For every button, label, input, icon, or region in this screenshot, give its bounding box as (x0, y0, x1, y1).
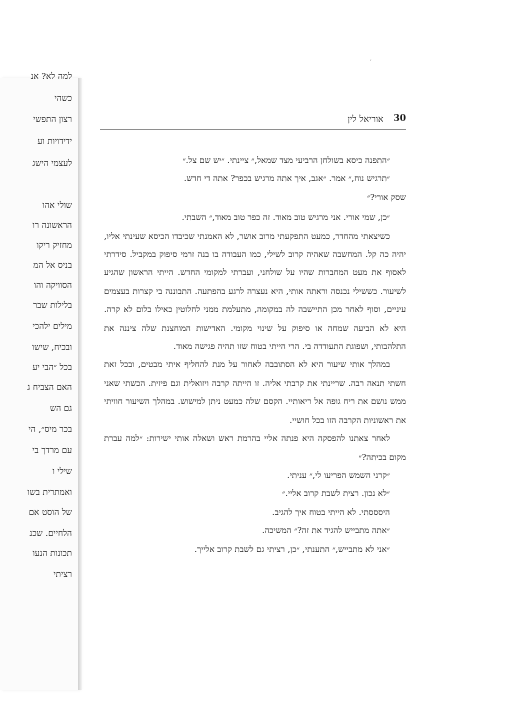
left-page-line: גם הש (50, 404, 72, 414)
left-page-line: רציתי (53, 570, 72, 580)
left-page-line: שילי ו (52, 467, 72, 477)
left-page-line: ידידויות וע (37, 137, 72, 147)
left-page-line: תכונות הנעו (32, 549, 72, 559)
left-page-line: מילים ילהכי (32, 322, 72, 332)
left-page-line: הלחיים. שכנ (29, 529, 72, 539)
left-page-line: ובכיח, שישו (32, 343, 72, 353)
book-gutter (78, 78, 82, 690)
left-page-line: הראשונה רו (32, 221, 72, 231)
paragraph: ״אתה מתבייש להגיד את זה?״ המשיכה. (261, 525, 390, 536)
running-header (300, 112, 406, 126)
paragraph: כשיצאתי מהחדר, כמעט התפקעתי מרוב אושר, לא האמנתי שכיבדו הכיסא שעינתי אליו, יהיה כה קל. המחשבה שאהיה קרוב לשילי, כמו העבודה בו בנה זרמי סיפוק במקביל. סידרתי לאסוף את מעט המחברות שהיו על שולחני, ועברתי למקומי החדש. הייתי הראשון שהגיע לשיעור. כששילי נכנסה וראתה אותי, היא נעצרה לרגע בהפתעה. התבוננה בי קצרות בעצמים עיניים, וסוף לאחר מכן התיישבה לה במקומה, מתעלמת ממני לחלוטין כאילו בלום לא קרה. היא לא הביעה שמחה או סיפוק על שינוי מקומי. האדישות המוחצנת שלה ציננה את התלהבותי, ושפוגת התעודדה בי. הרי הייתי בטוח שזו תהיה פגישה מאוד. (104, 230, 406, 352)
left-page-edge (0, 72, 79, 690)
stray-mark: ׳ (370, 58, 372, 65)
paragraph: ״אני לא מתבייש,״ התענתי, ״כן, רציתי גם לשבת קרוב אלייך. (194, 543, 390, 554)
author-name: אוריאל לין (347, 114, 384, 125)
left-page-line: הסוויקה והו (33, 281, 72, 291)
left-page-line: עם מרדך בי (32, 446, 72, 456)
paragraph: שסק אורי?״ (367, 191, 406, 202)
left-page-line: מחזיק ריקו (36, 241, 72, 251)
left-page-line: רצון התפשי (33, 115, 72, 125)
paragraph: ״לא נכון. רצית לשבת קרוב אליי.״ (282, 488, 390, 499)
left-page-line: ואמתרית בשו (27, 488, 72, 498)
left-page-line: האם הצביח ג (27, 383, 72, 393)
left-page-line: לעצמי הישג (32, 159, 72, 169)
left-page-line: שולי אהו (42, 201, 72, 211)
left-page-line: בכר מיס״, הי (28, 425, 72, 435)
paragraph: ״קרני השמש הפריעו לי,״ עניתי. (287, 469, 390, 480)
left-page-line: כשהי (54, 94, 72, 104)
left-page-line: בניס אל המ (33, 261, 72, 271)
page-number: 30 (393, 114, 406, 124)
paragraph: ״כן, שמי אורי. אני מרגיש טוב מאוד. זה כפר טוב מאוד,״ השבתי. (181, 212, 390, 223)
left-page-line: בכל ״הבי יע (32, 363, 72, 373)
header-rule (100, 129, 406, 130)
left-page-line: של הוסט אם (28, 508, 72, 518)
paragraph: לאחר צאתנו להפסקה היא פנתה אליי בהרמת ראש ושאלה אותי ישירות: ״למה עברת מקום בכיתה?״ (104, 433, 406, 462)
left-page-line: למה לא? אנ (30, 72, 72, 82)
body-text (104, 151, 406, 558)
paragraph: במהלך אותי שיעור היא לא הסתובבה לאחור על מנת להחליף איתי מבטים, ובכל זאת חשתי תנאה רבה. שריינתי את קרבתי אליה. זו הייתה קרבה ויזואלית וגם פיזית. הכשתי שאני ממש נושם את ריח גופה אל ריאותיי. הקסם שלה כמעט ניתן למישוש. במהלך השיעור חוויתי את ראשוניות הקרבה הזו בכל חושיי. (104, 359, 406, 425)
paragraph: היסססתי. לא הייתי בטוח איך להגיב. (272, 506, 390, 517)
paragraph: ״התפנה כיסא בשולחן הרביעי מצד שמאל,״ ציינתי. ״יש שם צל.״ (182, 155, 390, 165)
left-page-line: בלילות שבר (32, 301, 72, 311)
paragraph: ״תרגיש נוח,״ אמר. ״אגב, איך אתה מרגיש בכפר? אתה די חדש. (183, 173, 390, 184)
